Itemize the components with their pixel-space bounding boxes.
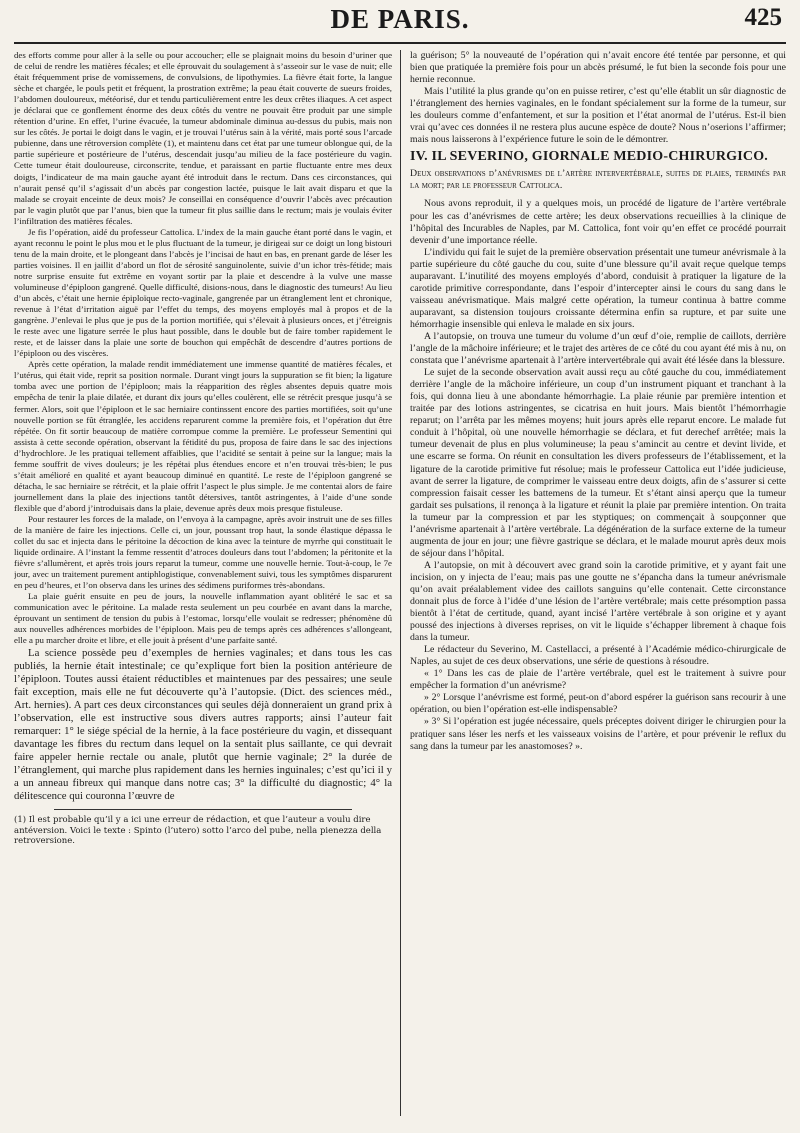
paragraph: Nous avons reproduit, il y a quelques mois, un procédé de ligature de l’artère vertébrale pour les cas d’anévrismes de cette artère; les deux observations recueillies à la clinique de l’hôpital des Incurables de Naples, par M. Cattolica, font voir qu’en effet ce procédé pourrait devenir d’une importance réelle. — [410, 198, 786, 246]
footnote: (1) Il est probable qu’il y a ici une erreur de rédaction, et que l’auteur a voulu dire antéversion. Voici le texte : Spinto (l’utero) sotto l’arco del pube, nella pienezza della retroversione. — [14, 815, 382, 847]
paragraph: Après cette opération, la malade rendit immédiatement une immense quantité de matières fécales, et l’utérus, qui était vide, reprit sa position normale. Durant vingt jours la suppuration se fit bien; la ligature tomba avec une portion de l’épiploon; mais la réapparition des règles absentes depuis quatre mois empêcha de tenir la plaie dilatée, et durant dix jours qu’elles coulèrent, elle se rétrécit presque jusqu’à se fermer. Alors, soit que l’épiploon et le sac herniaire continssent encore des parties mortifiées, soit qu’une nouvelle portion se fût étranglée, les accidens reparurent comme la première fois, et l’opération dut être répétée. On fit sortir beaucoup de matière corrompue comme la première. Le professeur Sementini qui assista à cette seconde opération, observant la fétidité du pus, proposa de faire dans le sac des injections d’hydrochlore. Je les pratiquai tellement affaiblies, que l’acidité se sentait à peine sur la langue; mais la femme souffrit de vives douleurs; je les répétai plus étendues encore et n’en trouvai très-bien; le pus s’était amélioré en qualité et ayant beaucoup diminué en quantité. Le reste de l’épiploon gangrené se détacha, le sac herniaire se rétrécit, et la plaie offrit l’aspect le plus simple. Je me contentai alors de faire journellement dans la plaie des injections tantôt détersives, tantôt astringentes, à l’aide d’une sonde flexible que d’abord j’introduisais dans la plaie, devenue après deux mois presque fistuleuse. — [14, 359, 392, 513]
paragraph: Mais l’utilité la plus grande qu’on en puisse retirer, c’est qu’elle établit un sûr diagnostic de l’étranglement des hernies vaginales, en le fondant spécialement sur la forme de la tumeur, sur les douleurs comme d’enfantement, et sur la position et l’état anormal de l’utérus. Est-il bien vrai qu’avec ces données il ne restera plus aucune espèce de doute? Nous n’oserions l’affirmer; mais nous laisserons à l’expérience future le soin de le démontrer. — [410, 86, 786, 146]
paragraph: Pour restaurer les forces de la malade, on l’envoya à la campagne, après avoir instruit une de ses filles de la manière de faire les injections. Celle ci, un jour, poussant trop haut, la sonde élastique dépassa le collet du sac et injecta dans le péritoine la décoction de kina avec la teinture de myrrhe qui constituait le liquide ordinaire. A l’instant la femme ressentit d’atroces douleurs dans tout l’abdomen; la péritonite et la fièvre s’allumèrent, et après trois jours reparut la tumeur, comme une nouvelle hernie. Tout-à-coup, le 7e jour, avec un traitement purement antiphlogistique, convenablement suivi, tous les symptômes disparurent en peu d’heures, et l’on observa dans les urines des sédimens puriformes très-abondans. — [14, 513, 392, 591]
paragraph: Le sujet de la seconde observation avait aussi reçu au côté gauche du cou, immédiatement derrière l’angle de la mâchoire inférieure, un coup d’un instrument piquant et tranchant à la fois, qui donna lieu à une abondante hémorrhagie. La plaie réunie par première intention et traitée par des lotions astringentes, se cicatrisa en huit jours. Mais bientôt l’hémorrhagie reparut; on l’arrêta par les mêmes moyens; huit jours après elle reparut encore. Le malade fut conduit à l’hôpital, où une nouvelle hémorrhagie se déclara, et fut derechef arrêtée; mais la tumeur devenait de plus en plus volumineuse; la peau s’amincit au centre et devint livide, et une escarre se forma. On réunit en consultation les divers professeurs de l’établissement, et la ligature de la carotide primitive fut résolue; mais le professeur Cattolica eut l’idée judicieuse, avant de serrer la ligature, de comprimer le vaisseau entre deux doigts, afin de s’assurer si cette compression faisait cesser les battemens de la tumeur. Et s’étant ainsi aperçu que la tumeur gardait ses pulsations, il renonça à la ligature et réunit la plaie par première intention. On traita la tumeur par la compression et par les styptiques; on commençait à soupçonner que l’anévrisme apartenait à l’artère vertébrale. La dégénération de la surface externe de la tumeur augmenta de jour en jour; une fièvre gastrique se déclara, et le malade mourut après deux mois de séjour dans l’hôpital. — [410, 367, 786, 559]
paragraph: A l’autopsie, on mit à découvert avec grand soin la carotide primitive, et y ayant fait une incision, on y injecta de l’eau; mais pas une goutte ne s’épancha dans la tumeur anévrismale qu’on avait préalablement videe des caillots sanguins qu’elle contenait. Cette circonstance donnait plus de force à l’idée d’une lésion de l’artère vertébrale; mais cette présomption passa bientôt à l’état de certitude, quand, ayant incisé l’artère vertébrale à son origine et y ayant poussé des injections à diverses reprises, on vit le liquide s’échapper librement à chaque fois dans la tumeur. — [410, 559, 786, 644]
left-column — [14, 50, 392, 1116]
commentary-paragraph: La science possède peu d’exemples de hernies vaginales; et dans tous les cas publiés, la hernie était intestinale; ce qu’explique fort bien la position antérieure de l’épiploon. Toutes aussi étaient réductibles et maintenues par des pessaires; une seule fait exception, mais elle ne fut découverte qu’à l’autopsie. (Dict. des sciences méd., Art. hernies). A part ces deux circonstances qui seules déjà donneraient un grand prix à l’observation, elle est instructive sous divers autres rapports; ainsi l’auteur fait remarquer: 1° le siége spécial de la hernie, à la face postérieure du vagin, et dissequant davantage les fibres du rectum dans lequel on la sentait plus saillante, ce qui devrait faire appeler hernie rectale ou anale, plutôt que hernie vaginale; 2° la durée de l’étranglement, qui marche plus rapidement dans les hernies inguinales; c’est qu’ici il y a un anneau fibreux qui manque dans notre cas; 3° la difficulté du diagnostic; 4° la délitescence qui couronna l’œuvre de — [14, 646, 392, 803]
footnote-rule — [54, 809, 352, 810]
column-rule — [400, 50, 401, 1116]
article-title: IV. IL SEVERINO, GIORNALE MEDIO-CHIRURGICO. — [410, 149, 769, 165]
running-head — [0, 0, 800, 48]
paragraph: L’individu qui fait le sujet de la première observation présentait une tumeur anévrismale à la partie supérieure du côté gauche du cou, suite d’une blessure qu’il avait reçue quelque temps auparavant. L’inutilité des moyens employés d’abord, conduisit à pratiquer la ligature de la carotide primitive correspondante, dans l’espoir d’intercepter ainsi le cours du sang dans le vaisseau anévrismatique. Mais malgré cette opération, la tumeur continua à battre comme auparavant, sa distension toujours croissante détermina enfin sa rupture, et par suite une hémorrhagie insensible qui enleva le malade en six jours. — [410, 246, 786, 330]
paragraph: Le rédacteur du Severino, M. Castellacci, a présenté à l’Académie médico-chirurgicale de Naples, au sujet de ces deux observations, une série de questions à résoudre. — [410, 644, 786, 668]
article-subtitle: Deux observations d’anévrismes de l’artère intervertébrale, suites de plaies, terminés par la mort; par le professeur Cattolica. — [410, 168, 786, 192]
paragraph: La plaie guérit ensuite en peu de jours, la nouvelle inflammation ayant oblitéré le sac et sa communication avec le péritoine. La malade resta seulement un peu courbée en avant dans la marche, éprouvant un sentiment de tension du pubis à l’estomac, lorsqu’elle voulait se redresser; phénomène dû aux nouvelles adhérences morbides de l’épiploon. Mais peu de temps après ces adhérences s’allongeant, elle a pu marcher droite et libre, et elle jouit à présent d’une parfaite santé. — [14, 591, 392, 646]
question: » 2° Lorsque l’anévrisme est formé, peut-on d’abord espérer la guérison sans recourir à une opération, ou bien l’opération est-elle indispensable? — [410, 692, 786, 716]
question: » 3° Si l’opération est jugée nécessaire, quels préceptes doivent diriger le chirurgien pour la pratiquer sans léser les nerfs et les vaisseaux voisins de l’artère, et pour prévenir le reflux du sang dans la tumeur par les anastomoses? ». — [410, 716, 786, 752]
question: « 1° Dans les cas de plaie de l’artère vertébrale, quel est le traitement à suivre pour empêcher la formation d’un anévrisme? — [410, 668, 786, 692]
paragraph: des efforts comme pour aller à la selle ou pour accoucher; elle se plaignait moins du besoin d’uriner que de celui de rendre les matières fécales; et elle éprouvait du soulagement à s’asseoir sur le vase de nuit; elle était fréquemment prise de vomissemens, de convulsions, de lipothymies. La fièvre était forte, la langue sèche et chargée, le pouls petit et fréquent, la prostration extrême; la peau était couverte de sueurs froides, l’abdomen douloureux, météorisé, dur et tendu particulièrement entre les deux crêtes iliaques. A cet aspect je déclarai que ce gonflement énorme des deux côtés du ventre ne pouvait être produit par une simple rétention d’urine. En effet, l’urine évacuée, la tumeur abdominale diminua au-dessus du pubis, mais non sur les côtés. Je portai le doigt dans le vagin, et je trouvai l’utérus sain à la vérité, mais porté sous l’arcade pubienne, dans une rétroversion complète (1), et maintenu dans cet état par une tumeur oblongue qui, de la partie supérieure et postérieure de l’utérus, descendait jusqu’au milieu de la face postérieure du vagin. Cette tumeur était douloureuse, circonscrite, tendue, et paraissant en partie fluctuante entre mes deux doigts, l’indicateur de ma main gauche ayant été introduit dans le rectum. Dans ces circonstances, qui n’aurait pensé qu’il s’agissait d’un abcès par congestion lactée, puisque le lait avait disparu et que la malade se croyait enceinte de deux mois? Je conseillai en conséquence d’ouvrir l’abcès avec précaution par le vagin plutôt que par l’anus, bien que la tumeur fit plus saillie dans le rectum; mais je voulais éviter l’infiltration des matières fécales. — [14, 50, 392, 226]
running-title: DE PARIS. — [330, 4, 470, 34]
paragraph: Je fis l’opération, aidé du professeur Cattolica. L’index de la main gauche étant porté dans le vagin, et ayant reconnu le point le plus mou et le plus fluctuant de la tumeur, je dirigeai sur ce doigt un long bistouri tenu de la main droite, et le plongeant dans l’abcès je l’incisai de haut en bas, en prenant garde de léser les parties voisines. Il en jaillit d’abord un flot de sérosité sanguinolente, suivie d’un ichor très-fétide; mais notre surprise ensuite fut extrême en voyant sortir par la plaie et descendre à la vulve une masse volumineuse d’épiploon gangrené. Quelle difficulté, disions-nous, dans le diagnostic des tumeurs! Au lieu d’un abcès, c’était une hernie épiploïque recto-vaginale, gangrenée par un étranglement lent et chronique, revenue à l’état d’irritation aiguë par l’effet du temps, des moyens employés mal à propos et de la gangrène. J’enlevai le plus que je pus de la portion mortifiée, qui s’élevait à plusieurs onces, et j’étreignis le reste avec une ligature serrée le plus haut possible, dans le double but de faire tomber rapidement le reste, et de laisser dans la plaie une sorte de bouchon qui empêchât de descendre d’autres portions de l’épiploon ou des viscères. — [14, 226, 392, 359]
paragraph: A l’autopsie, on trouva une tumeur du volume d’un œuf d’oie, remplie de caillots, derrière l’angle de la mâchoire inférieure; et le trajet des artères de ce côté du cou ayant été mis à nu, on constata que l’anévrisme apartenait à l’artère intervertébrale qui avait été lésée dans la blessure. — [410, 330, 786, 367]
page-number: 425 — [744, 4, 782, 31]
right-column — [410, 50, 786, 1116]
header-rule — [14, 42, 786, 44]
paragraph: la guérison; 5° la nouveauté de l’opération qui n’avait encore été tentée par personne, et qui bien que pratiquée la première fois pour un abcès présumé, le fut bien la seconde fois pour une hernie reconnue. — [410, 50, 786, 86]
